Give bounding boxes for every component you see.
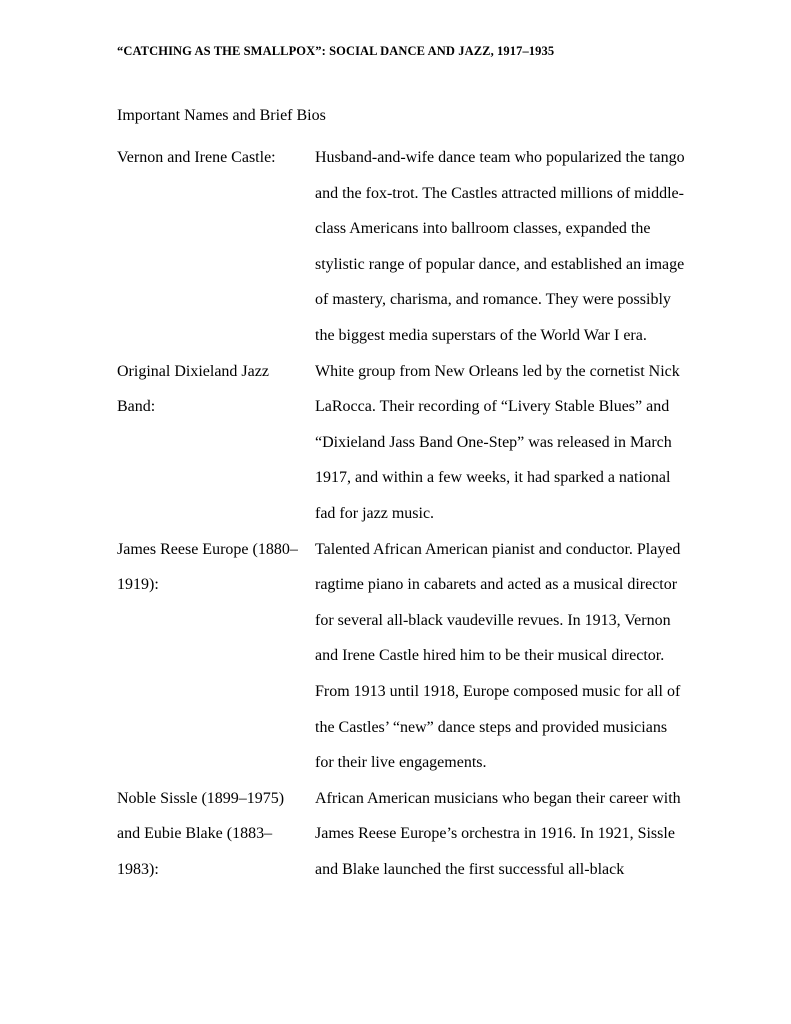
bio-description: [315, 140, 685, 354]
bio-name-line: 1919):: [117, 576, 159, 594]
bio-description-line: From 1913 until 1918, Europe composed music for all of: [315, 682, 681, 700]
bio-name-line: James Reese Europe (1880–: [117, 540, 298, 558]
bio-name: [117, 354, 315, 532]
bio-entry-castles: [117, 140, 697, 354]
running-header: “CATCHING AS THE SMALLPOX”: SOCIAL DANCE AND JAZZ, 1917–1935: [117, 44, 555, 58]
bio-list: [117, 140, 697, 887]
bio-name: [117, 532, 315, 781]
bio-description: [315, 354, 680, 532]
bio-description-line: Husband-and-wife dance team who popularized the tango: [315, 149, 685, 166]
bio-description-line: ragtime piano in cabarets and acted as a musical director: [315, 576, 678, 594]
bio-description-line: and Irene Castle hired him to be their musical director.: [315, 647, 665, 665]
bio-name-line: 1983):: [117, 860, 159, 878]
bio-name-line: Noble Sissle (1899–1975): [117, 789, 285, 807]
bio-description-line: African American musicians who began their career with: [315, 789, 681, 807]
bio-description-line: class Americans into ballroom classes, expanded the: [315, 220, 651, 238]
bio-name: [117, 140, 315, 354]
bio-description-line: for their live engagements.: [315, 754, 487, 772]
bio-description: [315, 781, 680, 888]
bio-description-line: Talented African American pianist and conductor. Played: [315, 540, 681, 558]
bio-entry-sissle-blake: [117, 781, 697, 888]
section-title: Important Names and Brief Bios: [117, 107, 326, 124]
bio-description-line: “Dixieland Jass Band One-Step” was released in March: [315, 433, 672, 451]
bio-description-line: and the fox-trot. The Castles attracted millions of middle-: [315, 184, 684, 202]
bio-description-line: 1917, and within a few weeks, it had sparked a national: [315, 469, 671, 487]
bio-description-line: White group from New Orleans led by the cornetist Nick: [315, 362, 680, 380]
bio-name-line: Original Dixieland Jazz: [117, 362, 269, 380]
bio-entry-europe: [117, 532, 697, 781]
bio-name-line: Vernon and Irene Castle:: [117, 149, 276, 166]
bio-description-line: the Castles’ “new” dance steps and provided musicians: [315, 718, 668, 736]
bio-description-line: for several all-black vaudeville revues. In 1913, Vernon: [315, 611, 671, 629]
bio-description: [315, 532, 680, 781]
bio-description-line: fad for jazz music.: [315, 504, 435, 522]
bio-entry-odjb: [117, 354, 697, 532]
bio-description-line: and Blake launched the first successful all-black: [315, 860, 625, 878]
bio-description-line: James Reese Europe’s orchestra in 1916. In 1921, Sissle: [315, 825, 675, 843]
bio-name-line: and Eubie Blake (1883–: [117, 825, 273, 843]
bio-name: [117, 781, 315, 888]
bio-description-line: stylistic range of popular dance, and established an image: [315, 255, 685, 273]
bio-description-line: of mastery, charisma, and romance. They were possibly: [315, 291, 671, 309]
bio-description-line: the biggest media superstars of the World War I era.: [315, 326, 647, 344]
bio-name-line: Band:: [117, 398, 156, 416]
bio-description-line: LaRocca. Their recording of “Livery Stable Blues” and: [315, 398, 670, 416]
